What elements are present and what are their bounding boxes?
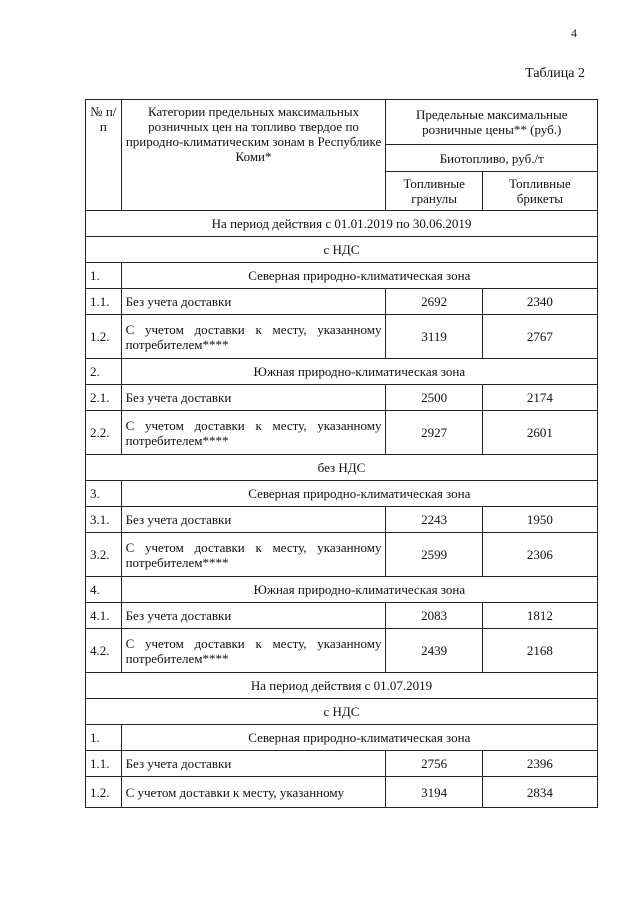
vat-label: без НДС (86, 455, 598, 481)
row-label: С учетом доставки к месту, указанному потребителем**** (121, 315, 386, 359)
header-row (86, 100, 598, 145)
briquettes-price: 2767 (482, 315, 597, 359)
granules-price: 2083 (386, 603, 482, 629)
briquettes-price: 2396 (482, 751, 597, 777)
page-number: 4 (571, 26, 577, 40)
price-table (85, 99, 598, 808)
row-label: С учетом доставки к месту, указанному (121, 777, 386, 808)
zone-num: 2. (86, 359, 122, 385)
granules-price: 3119 (386, 315, 482, 359)
zone-num: 1. (86, 725, 122, 751)
row-label: С учетом доставки к месту, указанному потребителем**** (121, 629, 386, 673)
briquettes-price: 2601 (482, 411, 597, 455)
table-row (86, 385, 598, 411)
zone-num: 3. (86, 481, 122, 507)
row-label: С учетом доставки к месту, указанному потребителем**** (121, 411, 386, 455)
granules-price: 2439 (386, 629, 482, 673)
table-row (86, 315, 598, 359)
table-row (86, 507, 598, 533)
zone-row (86, 725, 598, 751)
zone-name: Северная природно-климатическая зона (121, 263, 597, 289)
row-num: 3.2. (86, 533, 122, 577)
zone-row (86, 481, 598, 507)
header-num: № п/п (86, 100, 122, 211)
briquettes-price: 2834 (482, 777, 597, 808)
granules-price: 2599 (386, 533, 482, 577)
zone-name: Южная природно-климатическая зона (121, 359, 597, 385)
row-num: 1.1. (86, 289, 122, 315)
table-row (86, 751, 598, 777)
row-label: Без учета доставки (121, 385, 386, 411)
row-num: 4.1. (86, 603, 122, 629)
vat-label: с НДС (86, 237, 598, 263)
zone-row (86, 263, 598, 289)
header-category: Категории предельных максимальных розничных цен на топливо твердое по природно-климатическим зонам в Республике Коми* (121, 100, 386, 211)
row-num: 3.1. (86, 507, 122, 533)
header-biofuel: Биотопливо, руб./т (386, 145, 598, 172)
granules-price: 2692 (386, 289, 482, 315)
briquettes-price: 2174 (482, 385, 597, 411)
row-label: С учетом доставки к месту, указанному потребителем**** (121, 533, 386, 577)
vat-row (86, 237, 598, 263)
zone-row (86, 359, 598, 385)
zone-name: Северная природно-климатическая зона (121, 481, 597, 507)
row-label: Без учета доставки (121, 603, 386, 629)
zone-num: 4. (86, 577, 122, 603)
table-row (86, 603, 598, 629)
granules-price: 2500 (386, 385, 482, 411)
row-num: 2.1. (86, 385, 122, 411)
granules-price: 2756 (386, 751, 482, 777)
row-num: 1.2. (86, 315, 122, 359)
zone-row (86, 577, 598, 603)
zone-num: 1. (86, 263, 122, 289)
header-briquettes: Топливные брикеты (482, 172, 597, 211)
period-row (86, 673, 598, 699)
table-row (86, 777, 598, 808)
header-granules: Топливные гранулы (386, 172, 482, 211)
row-num: 2.2. (86, 411, 122, 455)
table-row (86, 533, 598, 577)
row-num: 4.2. (86, 629, 122, 673)
briquettes-price: 2306 (482, 533, 597, 577)
briquettes-price: 2168 (482, 629, 597, 673)
table-row (86, 411, 598, 455)
period-label: На период действия с 01.01.2019 по 30.06.2019 (86, 211, 598, 237)
table-row (86, 289, 598, 315)
granules-price: 2243 (386, 507, 482, 533)
vat-row (86, 699, 598, 725)
row-label: Без учета доставки (121, 289, 386, 315)
vat-label: с НДС (86, 699, 598, 725)
granules-price: 2927 (386, 411, 482, 455)
period-row (86, 211, 598, 237)
vat-row (86, 455, 598, 481)
briquettes-price: 2340 (482, 289, 597, 315)
header-max-prices: Предельные максимальные розничные цены** (руб.) (386, 100, 598, 145)
briquettes-price: 1950 (482, 507, 597, 533)
table-row (86, 629, 598, 673)
zone-name: Северная природно-климатическая зона (121, 725, 597, 751)
table-caption: Таблица 2 (525, 66, 585, 81)
row-num: 1.2. (86, 777, 122, 808)
row-label: Без учета доставки (121, 751, 386, 777)
row-num: 1.1. (86, 751, 122, 777)
briquettes-price: 1812 (482, 603, 597, 629)
price-table-body (86, 100, 598, 808)
zone-name: Южная природно-климатическая зона (121, 577, 597, 603)
row-label: Без учета доставки (121, 507, 386, 533)
granules-price: 3194 (386, 777, 482, 808)
period-label: На период действия с 01.07.2019 (86, 673, 598, 699)
